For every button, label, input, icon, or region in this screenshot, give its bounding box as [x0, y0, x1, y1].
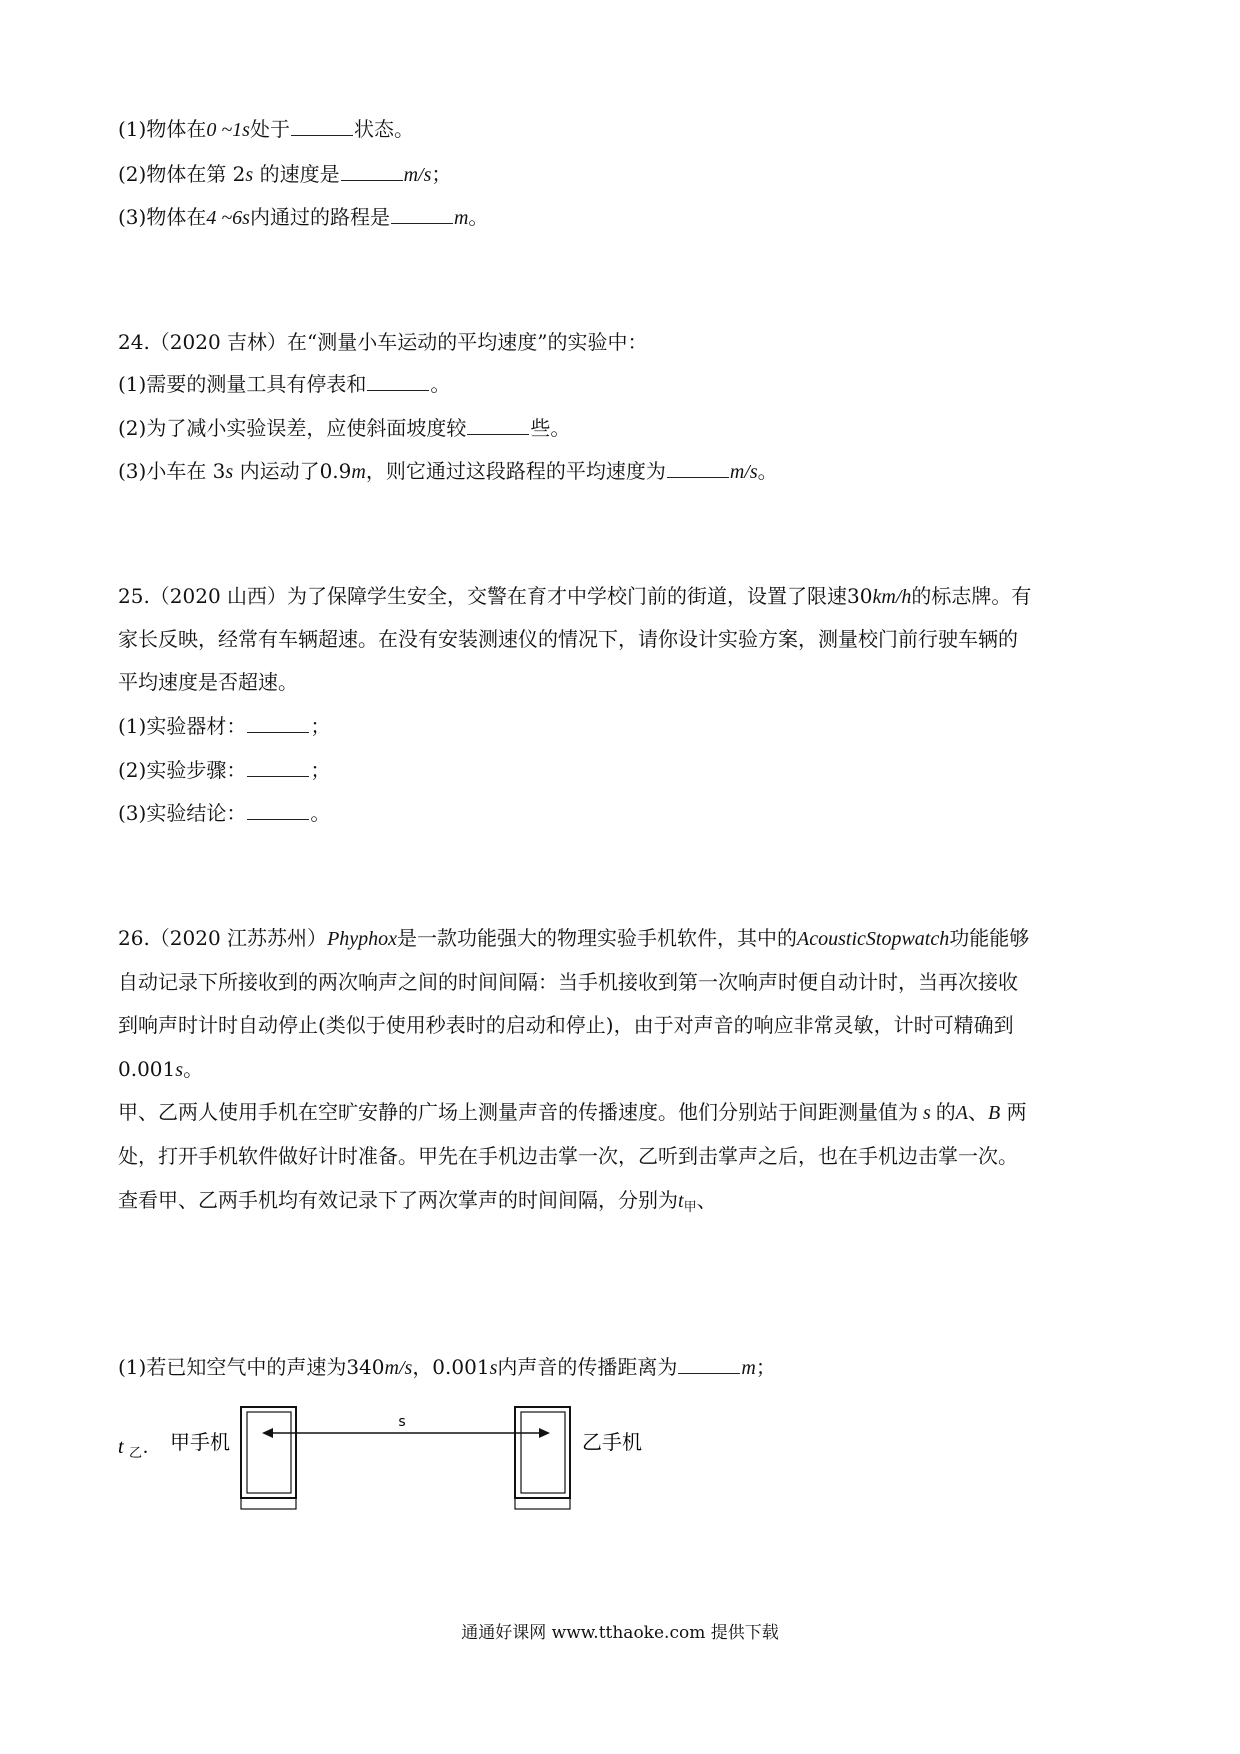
text-line-q25-c [118, 668, 298, 696]
math-symbol: s [242, 207, 250, 229]
math-symbol: s [175, 1059, 184, 1081]
phone-b-base [515, 1498, 570, 1509]
text-segment: 内运动了0.9 [233, 459, 352, 483]
text-line-q23-1 [118, 115, 414, 144]
text-segment: (2)物体在第 2 [118, 162, 246, 186]
text-segment: (3)小车在 3 [118, 459, 226, 483]
text-line-q25-1 [118, 712, 330, 740]
text-segment: (1)实验器材： [118, 714, 247, 738]
math-symbol: 4 ~6 [206, 207, 243, 229]
text-segment: 家长反映，经常有车辆超速。在没有安装测速仪的情况下，请你设计实验方案，测量校门前行驶车辆的 [118, 627, 1018, 651]
math-symbol: AcousticStopwatch [797, 928, 950, 950]
text-line-q24-1 [118, 370, 450, 398]
text-segment: (1)需要的测量工具有停表和 [118, 372, 367, 396]
math-symbol: s [245, 164, 254, 186]
text-segment: 、 [696, 1188, 717, 1212]
math-symbol: s [489, 1357, 498, 1379]
distance-arrow-right-head [539, 1428, 550, 1438]
answer-blank [247, 801, 309, 820]
math-symbol: s [225, 461, 234, 483]
text-segment: 到响声时计时自动停止(类似于使用秒表时的启动和停止)，由于对声音的响应非常灵敏，计时可精确到 [118, 1013, 1014, 1037]
text-line-q26-c [118, 1011, 1014, 1039]
text-segment: (1)物体在 [118, 117, 207, 141]
answer-blank [467, 416, 529, 435]
text-segment: ，则它通过这段路程的平均速度为 [365, 459, 666, 483]
text-segment: (2)为了减小实验误差，应使斜面坡度较 [118, 416, 467, 440]
math-symbol: m [453, 207, 469, 229]
phone-b-label: 乙手机 [582, 1430, 642, 1454]
text-line-q24-title [118, 328, 648, 356]
math-symbol: m/s [729, 461, 758, 483]
text-segment: 甲、乙两人使用手机在空旷安静的广场上测量声音的传播速度。他们分别站于间距测量值为 [118, 1100, 918, 1124]
text-segment: 24.（2020 吉林）在“测量小车运动的平均速度”的实验中： [118, 330, 648, 354]
text-line-q25-3 [118, 799, 330, 827]
answer-blank [247, 714, 309, 733]
text-line-q26-f [118, 1142, 1018, 1170]
text-segment: 。 [757, 459, 778, 483]
text-segment: 的标志牌。有 [911, 584, 1032, 608]
text-line-q26-g [118, 1186, 717, 1222]
text-segment: 。 [468, 205, 489, 229]
text-segment: 状态。 [353, 117, 414, 141]
text-segment: ； [310, 758, 331, 782]
phone-a-inner [247, 1412, 291, 1493]
text-segment: 的 [935, 1100, 956, 1124]
distance-arrow-left-head [262, 1428, 273, 1438]
phone-diagram [110, 1395, 670, 1515]
math-symbol: m [741, 1357, 756, 1379]
math-symbol: m/s [403, 164, 432, 186]
text-segment: 25.（2020 山西）为了保障学生安全，交警在育才中学校门前的街道，设置了限速30 [118, 584, 873, 608]
text-segment: 26.（2020 江苏苏州） [118, 926, 328, 950]
text-line-q25-2 [118, 756, 330, 784]
phone-b-body [515, 1407, 570, 1498]
text-segment: 自动记录下所接收到的两次响声之间的时间间隔：当手机接收到第一次响声时便自动计时，当再次接收 [118, 970, 1018, 994]
text-segment: 处于 [249, 117, 290, 141]
diagram-t-subscript: 乙 [129, 1445, 143, 1460]
text-line-q26-d [118, 1055, 203, 1084]
text-segment: 平均速度是否超速。 [118, 670, 298, 694]
text-segment: ； [755, 1355, 776, 1379]
text-line-q26-e [118, 1098, 1027, 1127]
phone-a-body [241, 1407, 296, 1498]
text-line-q23-3 [118, 203, 488, 232]
text-segment: 处，打开手机软件做好计时准备。甲先在手机边击掌一次，乙听到击掌声之后，也在手机边击掌一次。 [118, 1144, 1018, 1168]
phone-b-inner [521, 1412, 565, 1493]
math-symbol: t [678, 1190, 684, 1212]
text-segment: 0.001 [118, 1057, 176, 1081]
text-line-q23-2 [118, 160, 451, 189]
text-segment: 查看甲、乙两手机均有效记录下了两次掌声的时间间隔，分别为 [118, 1188, 678, 1212]
text-segment: 的速度是 [253, 162, 340, 186]
math-symbol: m/s [384, 1357, 413, 1379]
math-symbol: s [242, 119, 250, 141]
text-line-q26-a [118, 924, 1029, 953]
answer-blank [391, 205, 453, 224]
text-line-q25-a [118, 582, 1031, 611]
math-symbol: s [918, 1102, 936, 1124]
answer-blank [341, 162, 403, 181]
text-segment: 内通过的路程是 [249, 205, 390, 229]
text-segment: 、 [968, 1100, 989, 1124]
answer-blank [367, 372, 429, 391]
text-line-q24-3 [118, 457, 778, 486]
text-line-q26-1 [118, 1353, 776, 1382]
answer-blank [247, 758, 309, 777]
text-line-q26-b [118, 968, 1018, 996]
text-segment: 内声音的传播距离为 [497, 1355, 678, 1379]
subscript: 甲 [683, 1200, 697, 1215]
phone-a-label: 甲手机 [170, 1430, 230, 1454]
text-segment: ，0.001 [412, 1355, 490, 1379]
math-symbol: m [351, 461, 366, 483]
math-symbol: B [988, 1102, 1001, 1124]
math-symbol: 0 ~1 [206, 119, 243, 141]
text-segment: (2)实验步骤： [118, 758, 247, 782]
phone-a-base [241, 1498, 296, 1509]
text-segment: 。 [183, 1057, 204, 1081]
answer-blank [678, 1355, 740, 1374]
text-segment: 两 [1000, 1100, 1027, 1124]
text-segment: (3)物体在 [118, 205, 207, 229]
text-segment: ； [431, 162, 452, 186]
answer-blank [291, 117, 353, 136]
text-line-q25-b [118, 625, 1018, 653]
math-symbol: km/h [872, 586, 912, 608]
distance-label: s [398, 1414, 406, 1430]
text-segment: (1)若已知空气中的声速为340 [118, 1355, 385, 1379]
text-segment: 。 [310, 801, 331, 825]
math-symbol: Phyphox [327, 928, 398, 950]
diagram-t-dot: . [143, 1436, 148, 1458]
text-segment: 些。 [530, 416, 571, 440]
text-segment: (3)实验结论： [118, 801, 247, 825]
text-segment: 是一款功能强大的物理实验手机软件，其中的 [397, 926, 798, 950]
text-line-q24-2 [118, 414, 570, 442]
text-segment: 。 [430, 372, 451, 396]
math-symbol: A [955, 1102, 969, 1124]
answer-blank [667, 459, 729, 478]
page-footer: 通通好课网 www.tthaoke.com 提供下载 [461, 1623, 779, 1643]
diagram-t-symbol: t [118, 1436, 124, 1458]
text-segment: 功能能够 [949, 926, 1030, 950]
text-segment: ； [310, 714, 331, 738]
